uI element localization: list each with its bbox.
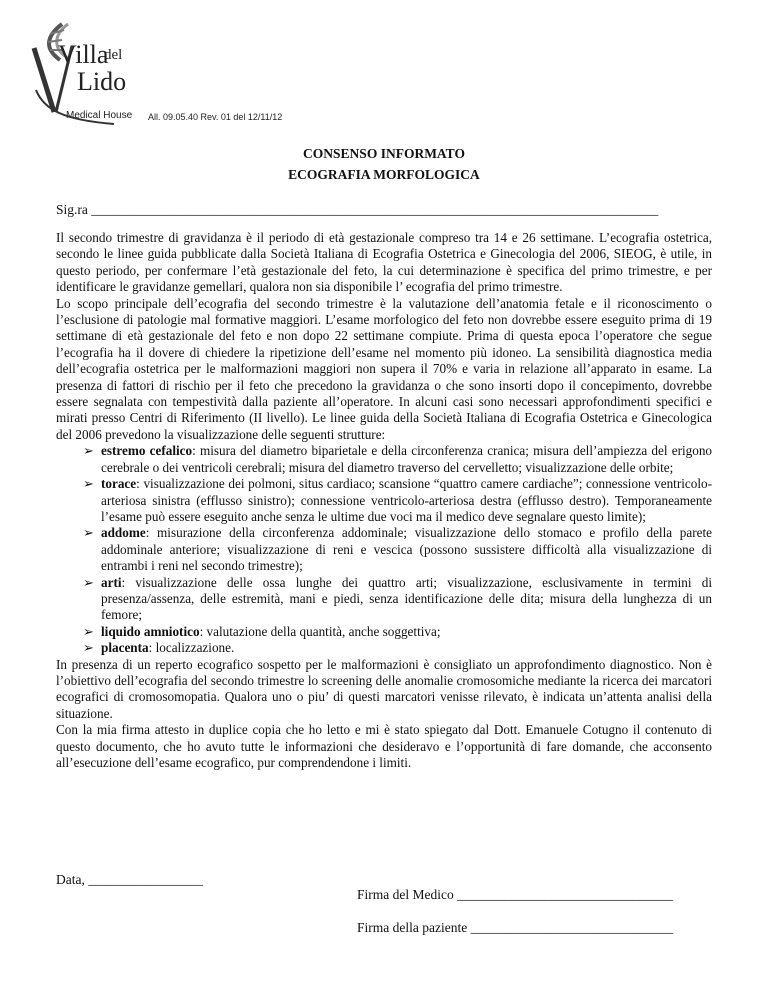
list-item-desc: : visualizzazione delle ossa lunghe dei quattro arti; visualizzazione, esclusivamente in termini di presenza/assenza, delle estremità, mani e piedi, senza identificazione delle dita; misura della lunghezza di un femore; bbox=[101, 574, 712, 623]
document-reference: All. 09.05.40 Rev. 01 del 12/11/12 bbox=[148, 112, 283, 122]
arrow-bullet-icon: ➢ bbox=[83, 443, 95, 459]
list-item-term: torace bbox=[101, 476, 137, 492]
list-item-term: addome bbox=[101, 525, 146, 541]
list-item-desc: : localizzazione. bbox=[148, 640, 235, 656]
list-item bbox=[56, 476, 712, 525]
arrow-bullet-icon: ➢ bbox=[83, 476, 95, 492]
arrow-bullet-icon: ➢ bbox=[83, 640, 95, 656]
list-item-desc: : valutazione della quantità, anche soggettiva; bbox=[199, 623, 441, 639]
list-item-desc: : misura del diametro biparietale e della circonferenza cranica; misura dell’ampiezza del erigono cerebrale o dei ventricoli cerebrali; misura del diametro traverso del cervelletto; visualizzazione delle orbite; bbox=[101, 443, 713, 475]
list-item-term: placenta bbox=[101, 640, 149, 656]
arrow-bullet-icon: ➢ bbox=[83, 574, 95, 590]
list-item-desc: : misurazione della circonferenza addominale; visualizzazione dello stomaco e profilo della parete addominale anteriore; visualizzazione di reni e vescica (possono sussistere difficoltà alla visualizzazione di entrambi i reni nel secondo trimestre); bbox=[101, 525, 712, 574]
list-item-term: estremo cefalico bbox=[101, 443, 193, 459]
paragraph-intro: Il secondo trimestre di gravidanza è il periodo di età gestazionale compreso tra 14 e 26 settimane. L’ecografia ostetrica, secondo le linee guida pubblicate dalla Società Italiana di Ecografia Ostetrica e Ginecologia del 2006, SIEOG, è utile, in questo periodo, per confermare l’età gestazionale del feto, la cui determinazione è specifica del primo trimestre, e per identificare le gravidanze gemellari, qualora non sia disponibile l’ ecografia del primo trimestre. bbox=[56, 230, 712, 295]
paragraph-scope: Lo scopo principale dell’ecografia del secondo trimestre è la valutazione dell’anatomia fetale e il riconoscimento o l’esclusione di patologie mal formative maggiori. L’esame morfologico del feto non dovrebbe essere eseguito prima di 19 settimane di età gestazionale del feto e non dopo 22 settimane compiute. Prima di questa epoca l’operatore che segue l’ecografia ha il dovere di chiedere la ripetizione dell’esame nel momento più idoneo. La sensibilità diagnostica media dell’ecografia ostetrica per le malformazioni maggiori non supera il 70% e varia in relazione all’apparato in esame. La presenza di fattori di rischio per il feto che precedono la gravidanza o che sono insorti dopo il concepimento, dovrebbe essere segnalata con tempestività dalla paziente all’operatore. In alcuni casi sono necessari approfondimenti specifici e mirati presso Centri di Riferimento (II livello). Le linee guida della Società Italiana di Ecografia Ostetrica e Ginecologica del 2006 prevedono la visualizzazione delle seguenti strutture: bbox=[56, 295, 712, 442]
list-item bbox=[56, 640, 712, 656]
list-item-term: arti bbox=[101, 574, 122, 590]
document-title: CONSENSO INFORMATO bbox=[303, 146, 465, 161]
arrow-bullet-icon: ➢ bbox=[83, 623, 95, 639]
structures-list bbox=[56, 443, 712, 656]
list-item bbox=[56, 575, 712, 624]
arrow-bullet-icon: ➢ bbox=[83, 525, 95, 541]
logo-del-text: del bbox=[104, 47, 123, 63]
paragraph-consent: Con la mia firma attesto in duplice copia che ho letto e mi è stato spiegato dal Dott. Emanuele Cotugno il contenuto di questo documento, che ho avuto tutte le informazioni che desideravo e l’opportunità di fare domande, che acconsento all’esecuzione dell’esame ecografico, pur comprendendone i limiti. bbox=[56, 722, 712, 770]
logo-subtitle: Medical House bbox=[66, 110, 133, 121]
paragraph-findings: In presenza di un reperto ecografico sospetto per le malformazioni è consigliato un approfondimento diagnostico. Non è l’obiettivo dell’ecografia del secondo trimestre lo screening delle anomalie cromosomiche mediante la ricerca dei marcatori ecografici di cromosomopatia. Qualora uno o piu’ di questi marcatori venisse rilevato, è indicata un’attenta analisi della situazione. bbox=[56, 656, 712, 721]
patient-name-line: Sig.ra ____________________________________________________________________________________ bbox=[56, 202, 659, 217]
consent-body bbox=[56, 230, 712, 771]
list-item-desc: : visualizzazione dei polmoni, situs cardiaco; scansione “quattro camere cardiache”; connessione ventricolo-arteriosa sinistra (efflusso sinistro); connessione ventricolo-arteriosa destra (efflusso destro). Temporaneamente l’esame può essere eseguito anche senza le ultime due voci ma il medico deve segnalare questo limite); bbox=[101, 476, 712, 524]
patient-signature-line: Firma della paziente ______________________________ bbox=[357, 920, 674, 935]
list-item bbox=[56, 443, 712, 476]
document-subtitle: ECOGRAFIA MORFOLOGICA bbox=[288, 167, 480, 182]
list-item bbox=[56, 624, 712, 640]
list-item-term: liquido amniotico bbox=[101, 623, 200, 639]
date-line: Data, _________________ bbox=[56, 872, 203, 887]
logo-lido-text: Lido bbox=[77, 67, 127, 96]
doctor-signature-line: Firma del Medico ________________________________ bbox=[357, 887, 674, 902]
logo-villa-text: Villa bbox=[58, 40, 109, 69]
list-item bbox=[56, 525, 712, 574]
